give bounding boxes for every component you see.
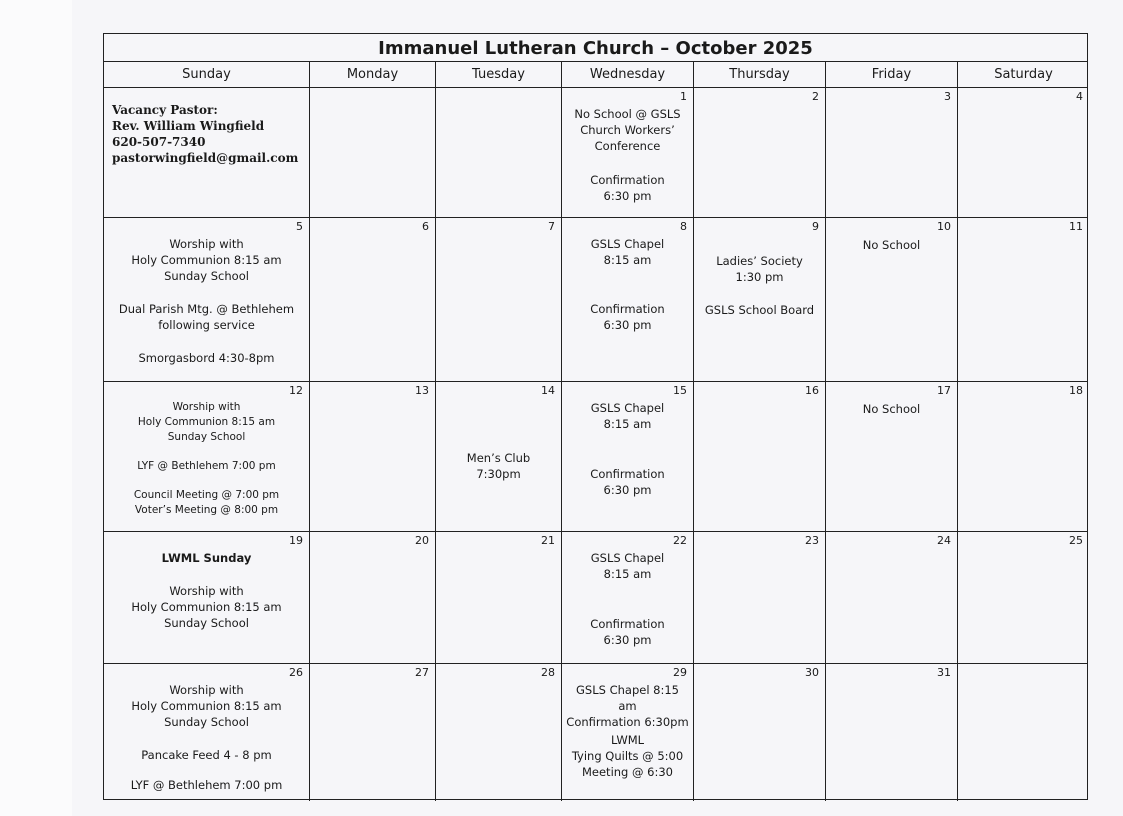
day-cell [694,88,826,217]
day-number: 21 [541,534,555,547]
event-text: Confirmation 6:30 pm [590,467,665,497]
week-row-3 [104,382,1087,532]
week-row-5 [104,664,1087,801]
event-text: No School @ GSLS Church Workers’ Conference [574,107,681,153]
event-text: GSLS School Board [704,303,815,317]
day-number: 8 [680,220,687,233]
weekday-header-sunday: Sunday [104,62,310,88]
day-cell [562,664,694,801]
event-text: GSLS Chapel 8:15 am Confirmation 6:30pm [566,683,689,729]
day-number: 1 [680,90,687,103]
day-number: 11 [1069,220,1083,233]
day-number: 12 [289,384,303,397]
pastor-name: Rev. William Wingfield [112,119,265,133]
day-cell [436,382,562,531]
day-number: 31 [937,666,951,679]
day-number: 17 [937,384,951,397]
day-cell [310,664,436,801]
weekday-header-monday: Monday [310,62,436,88]
week-row-2 [104,218,1087,382]
weekday-header-thursday: Thursday [694,62,826,88]
day-cell [436,88,562,217]
pastor-label: Vacancy Pastor: [112,103,218,117]
day-number: 10 [937,220,951,233]
day-cell [310,88,436,217]
day-cell [310,218,436,381]
day-cell [826,664,958,801]
day-number: 5 [296,220,303,233]
weekday-header-friday: Friday [826,62,958,88]
day-cell [958,382,1089,531]
day-number: 18 [1069,384,1083,397]
day-number: 29 [673,666,687,679]
day-number: 15 [673,384,687,397]
day-number: 22 [673,534,687,547]
day-cell [958,218,1089,381]
day-number: 25 [1069,534,1083,547]
day-cell [958,88,1089,217]
day-number: 16 [805,384,819,397]
day-cell [436,532,562,663]
weekday-header-row [104,62,1087,88]
day-cell [694,664,826,801]
event-text: No School [862,402,921,416]
day-cell [562,382,694,531]
day-cell [694,218,826,381]
pastor-email: pastorwingfield@gmail.com [112,151,299,165]
day-number: 2 [812,90,819,103]
day-number: 6 [422,220,429,233]
event-text: GSLS Chapel 8:15 am [590,551,665,581]
event-text: GSLS Chapel 8:15 am [590,237,665,267]
weekday-header-wednesday: Wednesday [562,62,694,88]
day-number: 27 [415,666,429,679]
day-cell [436,218,562,381]
event-text: LYF @ Bethlehem 7:00 pm [130,778,283,792]
day-cell [826,88,958,217]
day-number: 26 [289,666,303,679]
day-cell [436,664,562,801]
day-number: 13 [415,384,429,397]
day-number: 14 [541,384,555,397]
calendar-grid [103,33,1088,800]
event-text: Confirmation 6:30 pm [590,617,665,647]
day-cell [104,218,310,381]
day-cell [104,532,310,663]
scan-margin [0,0,73,816]
day-cell [958,532,1089,663]
day-number: 28 [541,666,555,679]
day-number: 4 [1076,90,1083,103]
day-number: 7 [548,220,555,233]
event-text: Confirmation 6:30 pm [590,302,665,332]
event-text: LWML Tying Quilts @ 5:00 Meeting @ 6:30 [571,733,684,779]
event-text: Worship with Holy Communion 8:15 am Sunday School [131,683,282,729]
weekday-header-saturday: Saturday [994,67,1053,82]
event-text: LWML Sunday [161,551,252,565]
event-text: No School [862,238,921,252]
day-cell [826,532,958,663]
event-text: Men’s Club 7:30pm [466,451,531,481]
calendar-title: Immanuel Lutheran Church – October 2025 [104,34,1087,62]
event-text: Dual Parish Mtg. @ Bethlehem following service [118,302,295,332]
day-cell [694,532,826,663]
day-cell [562,88,694,217]
event-text: Worship with Holy Communion 8:15 am Sunday School [137,401,276,443]
day-cell [104,382,310,531]
week-row-4 [104,532,1087,664]
event-text: Smorgasbord 4:30-8pm [138,351,275,365]
day-number: 30 [805,666,819,679]
day-cell [826,218,958,381]
event-text: LYF @ Bethlehem 7:00 pm [137,460,276,472]
day-number: 23 [805,534,819,547]
weekday-header-tuesday: Tuesday [436,62,562,88]
event-text: GSLS Chapel 8:15 am [590,401,665,431]
day-cell [562,532,694,663]
day-cell [310,382,436,531]
event-text: Ladies’ Society 1:30 pm [716,254,803,284]
event-text: Pancake Feed 4 - 8 pm [141,748,272,762]
day-number: 9 [812,220,819,233]
day-number: 19 [289,534,303,547]
week-row-1 [104,88,1087,218]
event-text: Worship with Holy Communion 8:15 am Sunday School [131,237,282,283]
day-cell [826,382,958,531]
event-text: Council Meeting @ 7:00 pm Voter’s Meeting @ 8:00 pm [133,489,280,516]
day-cell [562,218,694,381]
day-cell [104,664,310,801]
day-number: 3 [944,90,951,103]
pastor-phone: 620-507-7340 [112,135,206,149]
day-number: 24 [937,534,951,547]
event-text: Confirmation 6:30 pm [590,173,665,203]
day-cell [694,382,826,531]
day-number: 20 [415,534,429,547]
event-text: Worship with Holy Communion 8:15 am Sunday School [131,584,282,630]
day-cell [104,88,310,217]
day-cell [958,664,1089,801]
day-cell [310,532,436,663]
vacancy-pastor-info [112,102,298,166]
